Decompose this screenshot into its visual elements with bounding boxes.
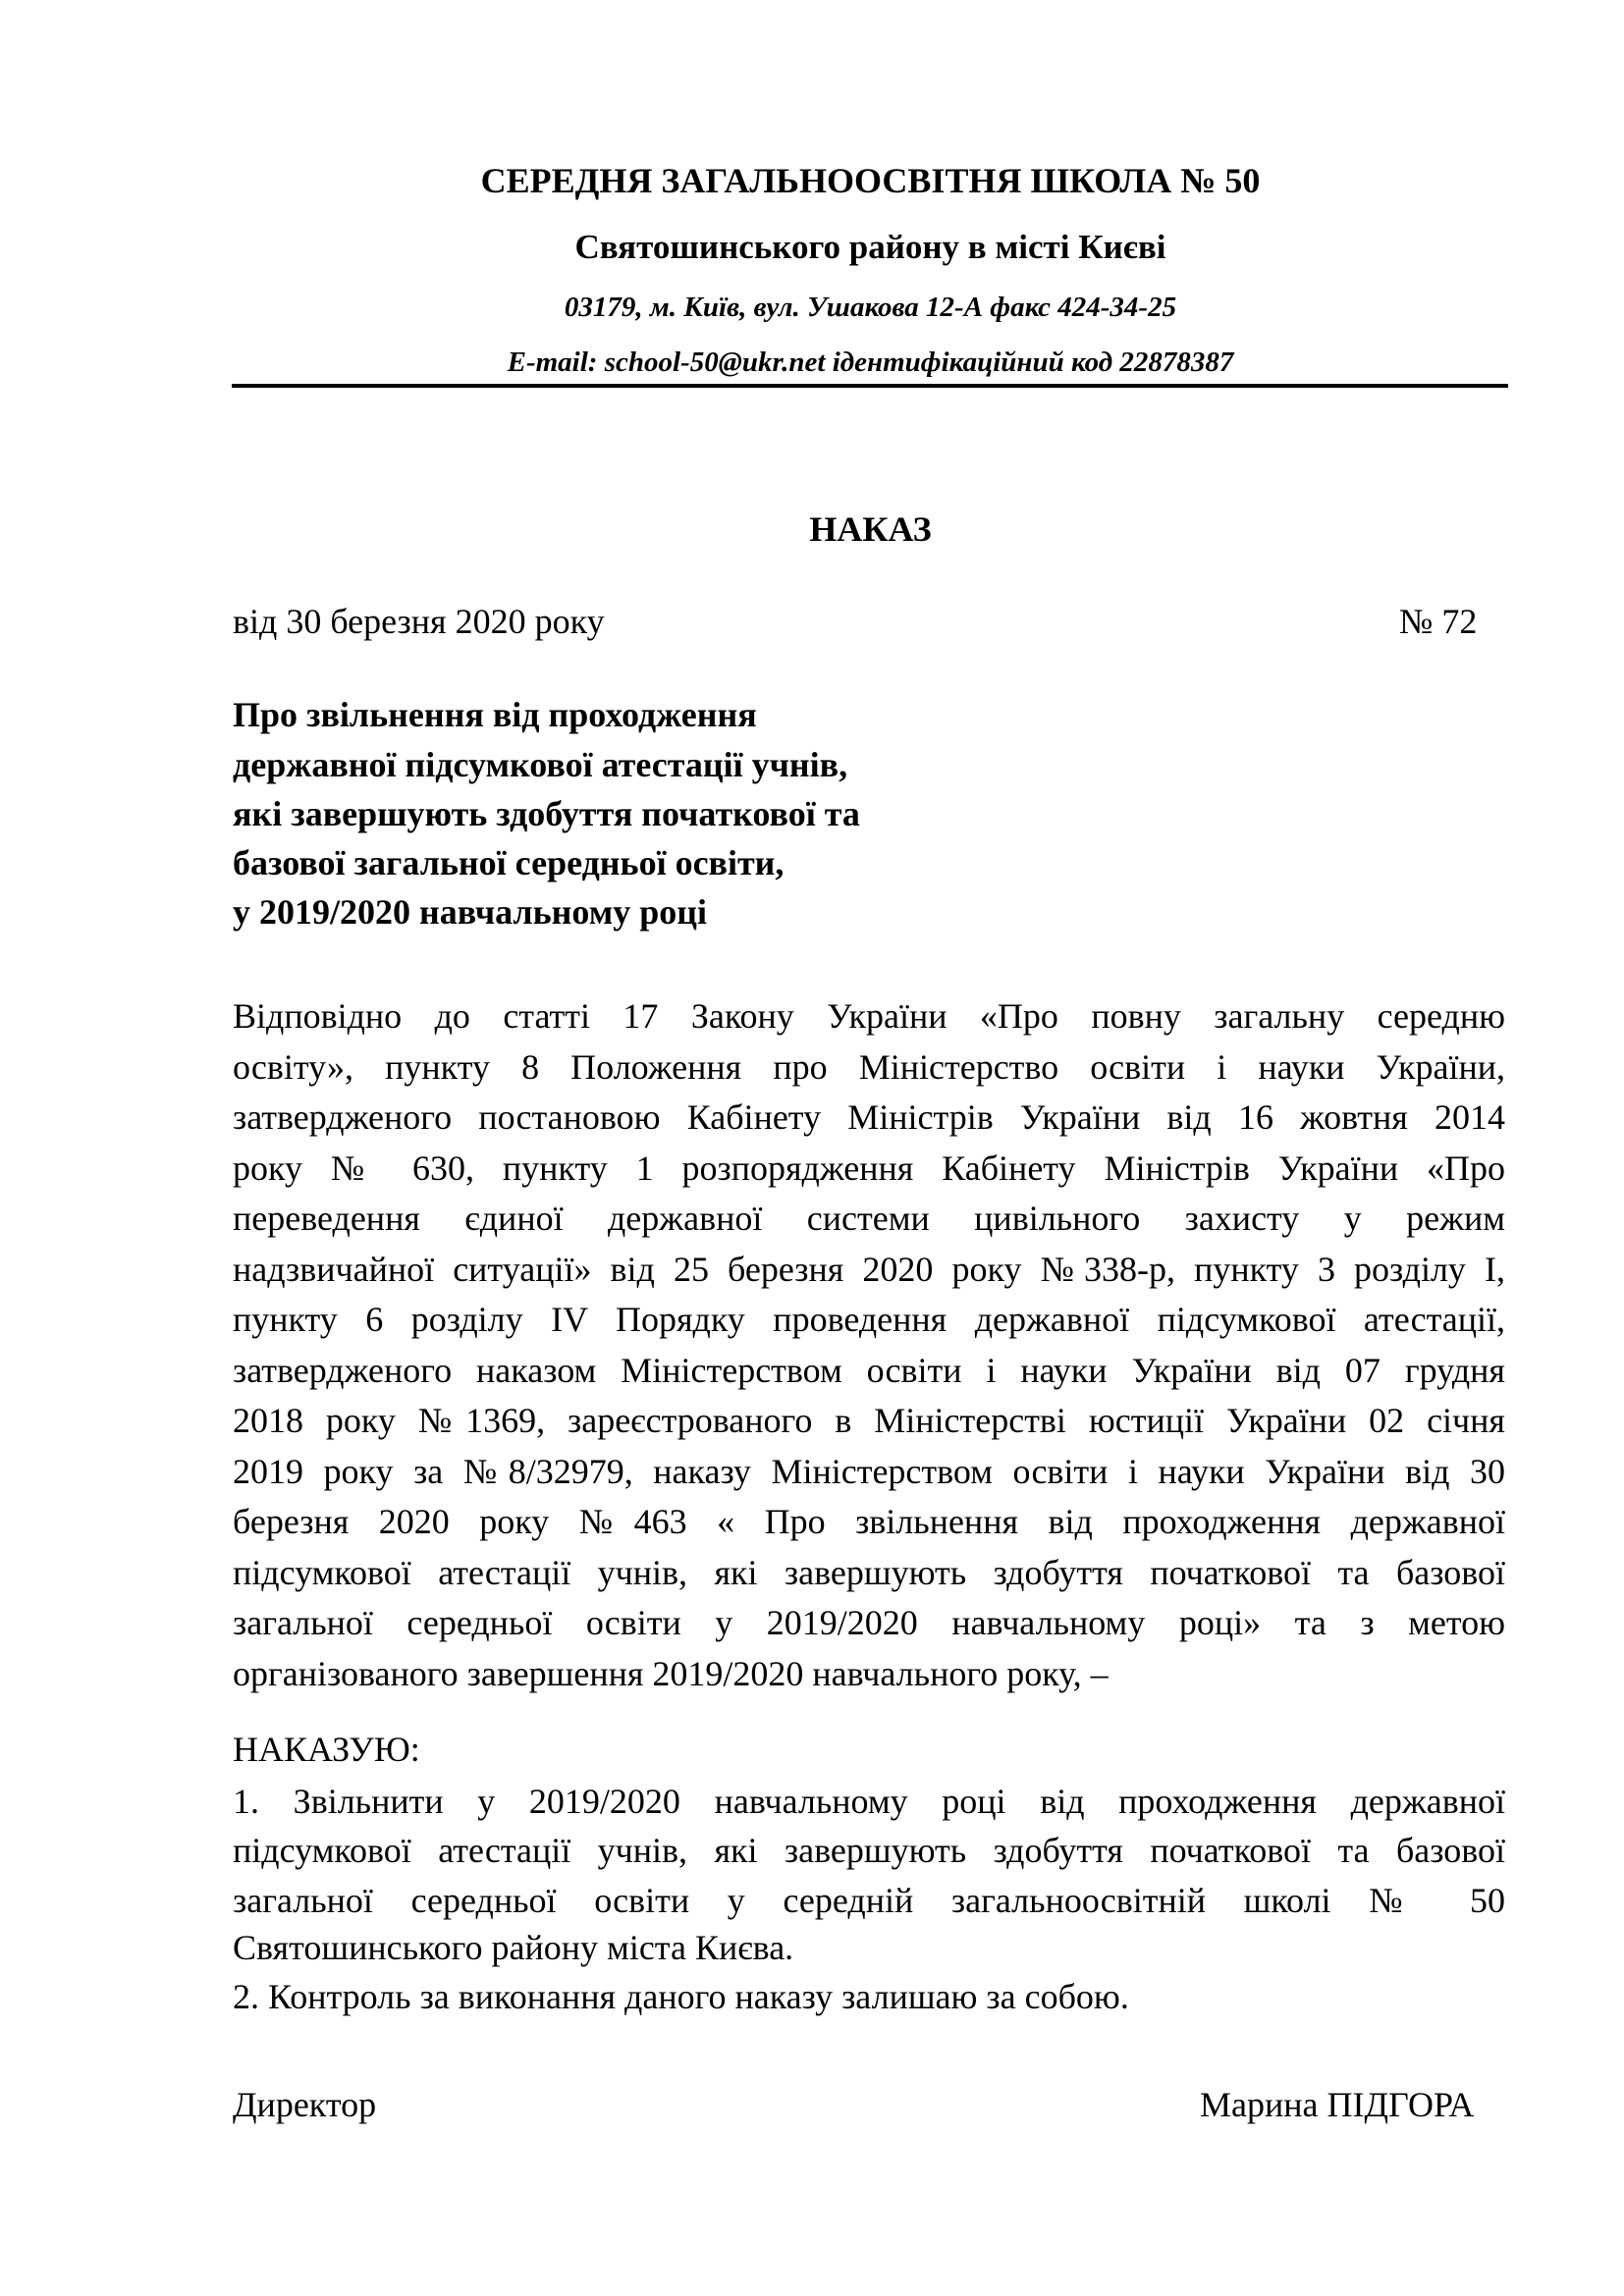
item-line: Святошинського району міста Києва.	[233, 1928, 794, 1967]
signatory-name: Марина ПІДГОРА	[1200, 2085, 1475, 2124]
school-address: 03179, м. Київ, вул. Ушакова 12-А факс 424-34-25	[564, 292, 1177, 323]
school-district: Святошинського району в місті Києві	[574, 228, 1166, 266]
document-number: № 72	[1399, 602, 1478, 641]
subject-line: у 2019/2020 навчальному році	[233, 892, 708, 932]
order-word: НАКАЗУЮ:	[233, 1730, 420, 1769]
preamble-line: року № 630, пункту 1 розпорядження Кабінету Міністрів України «Про	[233, 1148, 1505, 1188]
item-line: підсумкової атестації учнів, які завершують здобуття початкової та базової	[233, 1831, 1505, 1870]
subject-line: державної підсумкової атестації учнів,	[233, 745, 848, 784]
letterhead-divider	[232, 384, 1508, 388]
school-name: СЕРЕДНЯ ЗАГАЛЬНООСВІТНЯ ШКОЛА № 50	[480, 161, 1261, 200]
preamble-line: 2019 року за №8/32979, наказу Міністерством освіти і науки України від 30	[233, 1452, 1505, 1491]
order-item-2: 2. Контроль за виконання даного наказу залишаю за собою.	[233, 1977, 1129, 2016]
preamble-line: березня 2020 року №463 « Про звільнення від проходження державної	[233, 1502, 1505, 1541]
document-date: від 30 березня 2020 року	[233, 602, 605, 641]
subject-line: які завершують здобуття початкової та	[233, 794, 860, 833]
item-line: 1. Звільнити у 2019/2020 навчальному році від проходження державної	[233, 1782, 1505, 1821]
school-contacts: E-mail: school-50@ukr.net ідентифікаційний код 22878387	[507, 347, 1234, 378]
preamble-line: загальної середньої освіти у 2019/2020 навчальному році» та з метою	[233, 1603, 1505, 1642]
subject-line: Про звільнення від проходження	[233, 695, 757, 734]
preamble-line: пункту 6 розділу ІV Порядку проведення державної підсумкової атестації,	[233, 1300, 1505, 1339]
preamble-line: надзвичайної ситуації» від 25 березня 2020 року №338-р, пункту 3 розділу І,	[233, 1250, 1505, 1289]
signatory-role: Директор	[233, 2085, 377, 2124]
document-type: НАКАЗ	[809, 509, 932, 549]
item-line: загальної середньої освіти у середній загальноосвітній школі № 50	[233, 1881, 1505, 1920]
preamble-line: затвердженого постановою Кабінету Міністрів України від 16 жовтня 2014	[233, 1097, 1505, 1137]
preamble-line: 2018 року №1369, зареєстрованого в Міністерстві юстиції України 02 січня	[233, 1401, 1505, 1440]
preamble-line: затвердженого наказом Міністерством освіти і науки України від 07 грудня	[233, 1351, 1505, 1390]
preamble-line: підсумкової атестації учнів, які завершують здобуття початкової та базової	[233, 1553, 1505, 1592]
preamble-line: переведення єдиної державної системи цивільного захисту у режим	[233, 1199, 1505, 1238]
preamble-line: організованого завершення 2019/2020 навчального року, –	[233, 1654, 1109, 1693]
subject-line: базової загальної середньої освіти,	[233, 843, 785, 882]
preamble-line: освіту», пункту 8 Положення про Міністерство освіти і науки України,	[233, 1047, 1505, 1087]
preamble-line: Відповідно до статті 17 Закону України «Про повну загальну середню	[233, 996, 1505, 1036]
